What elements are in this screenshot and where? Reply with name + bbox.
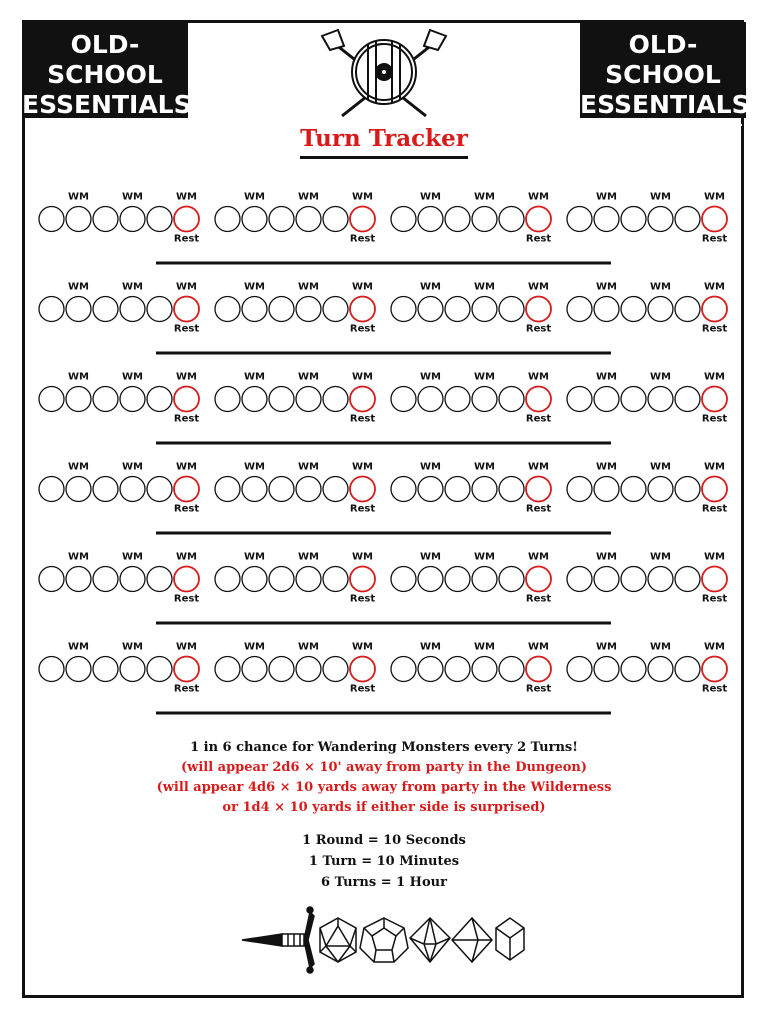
rest-label: Rest [349, 233, 376, 245]
turn-circle[interactable] [445, 387, 470, 412]
rest-turn-circle[interactable] [526, 207, 551, 232]
turn-circle[interactable] [499, 477, 524, 502]
rest-label: Rest [701, 233, 728, 245]
logo-line-3: RETRO ADVENTURE GAME [584, 124, 742, 142]
turn-circle[interactable] [93, 387, 118, 412]
turn-circle[interactable] [242, 387, 267, 412]
turn-circle[interactable] [594, 657, 619, 682]
wm-label: WM [122, 191, 143, 203]
wm-label: WM [244, 191, 265, 203]
rest-turn-circle[interactable] [350, 477, 375, 502]
rest-turn-circle[interactable] [702, 477, 727, 502]
rest-label: Rest [525, 233, 552, 245]
rules-line-1: 1 in 6 chance for Wandering Monsters every 2 Turns! [190, 740, 578, 755]
turn-circle[interactable] [445, 477, 470, 502]
turn-circle[interactable] [594, 387, 619, 412]
turn-circle[interactable] [215, 387, 240, 412]
rest-turn-circle[interactable] [526, 657, 551, 682]
wm-label: WM [176, 641, 197, 653]
turn-circle[interactable] [323, 387, 348, 412]
turn-circle[interactable] [93, 657, 118, 682]
turn-circle[interactable] [242, 657, 267, 682]
rest-turn-circle[interactable] [350, 297, 375, 322]
turn-circle[interactable] [147, 387, 172, 412]
rest-label: Rest [525, 593, 552, 605]
turn-circle[interactable] [418, 477, 443, 502]
wm-label: WM [650, 191, 671, 203]
wm-label: WM [420, 551, 441, 563]
rest-label: Rest [173, 323, 200, 335]
turn-circle[interactable] [147, 477, 172, 502]
turn-circle[interactable] [269, 297, 294, 322]
turn-circle[interactable] [594, 567, 619, 592]
turn-circle[interactable] [147, 297, 172, 322]
turn-circle[interactable] [391, 297, 416, 322]
wm-label: WM [528, 641, 549, 653]
wm-label: WM [352, 461, 373, 473]
turn-circle[interactable] [269, 657, 294, 682]
rest-label: Rest [173, 593, 200, 605]
rest-turn-circle[interactable] [702, 297, 727, 322]
rest-label: Rest [701, 323, 728, 335]
turn-circle[interactable] [594, 297, 619, 322]
turn-circle[interactable] [594, 207, 619, 232]
wm-label: WM [244, 371, 265, 383]
turn-circle[interactable] [66, 387, 91, 412]
turn-circle[interactable] [621, 207, 646, 232]
turn-circle[interactable] [648, 297, 673, 322]
rest-label: Rest [349, 323, 376, 335]
wm-label: WM [176, 461, 197, 473]
wm-label: WM [298, 371, 319, 383]
wm-label: WM [122, 641, 143, 653]
rest-label: Rest [525, 323, 552, 335]
turn-circle[interactable] [648, 567, 673, 592]
rest-label: Rest [701, 413, 728, 425]
wm-label: WM [352, 281, 373, 293]
wm-label: WM [176, 551, 197, 563]
turn-circle[interactable] [418, 387, 443, 412]
turn-circle[interactable] [472, 567, 497, 592]
turn-circle[interactable] [567, 387, 592, 412]
turn-circle[interactable] [215, 297, 240, 322]
page-title: Turn Tracker [300, 124, 468, 159]
turn-circle[interactable] [648, 477, 673, 502]
rest-label: Rest [349, 593, 376, 605]
turn-circle[interactable] [472, 297, 497, 322]
turn-circle[interactable] [445, 207, 470, 232]
rest-turn-circle[interactable] [350, 207, 375, 232]
turn-circle[interactable] [445, 657, 470, 682]
turn-circle[interactable] [675, 477, 700, 502]
wm-label: WM [596, 551, 617, 563]
turn-circle[interactable] [594, 477, 619, 502]
d8-icon [452, 918, 492, 962]
rest-turn-circle[interactable] [350, 567, 375, 592]
dice-set-icon [238, 904, 534, 976]
turn-circle[interactable] [499, 387, 524, 412]
turn-circle[interactable] [296, 387, 321, 412]
rules-line-4: or 1d4 × 10 yards if either side is surprised) [222, 800, 546, 815]
turn-circle[interactable] [418, 207, 443, 232]
wm-label: WM [704, 641, 725, 653]
wm-label: WM [528, 191, 549, 203]
rules-line-2: (will appear 2d6 × 10' away from party in the Dungeon) [180, 760, 587, 775]
wm-label: WM [596, 641, 617, 653]
wm-label: WM [244, 461, 265, 473]
turn-circle[interactable] [39, 477, 64, 502]
turn-circle[interactable] [296, 657, 321, 682]
turn-circle[interactable] [472, 387, 497, 412]
turn-circle[interactable] [215, 657, 240, 682]
turn-circle[interactable] [675, 387, 700, 412]
turn-circle[interactable] [675, 657, 700, 682]
turn-circle[interactable] [567, 207, 592, 232]
turn-circle[interactable] [323, 567, 348, 592]
wm-label: WM [474, 191, 495, 203]
turn-circle[interactable] [269, 477, 294, 502]
turn-circle[interactable] [499, 207, 524, 232]
wm-label: WM [596, 371, 617, 383]
turn-circle[interactable] [323, 657, 348, 682]
wm-label: WM [298, 551, 319, 563]
logo-line-2: ESSENTIALS [22, 90, 192, 119]
wm-label: WM [596, 281, 617, 293]
wm-label: WM [244, 641, 265, 653]
wm-label: WM [68, 281, 89, 293]
turn-circle[interactable] [323, 207, 348, 232]
turn-circle[interactable] [567, 567, 592, 592]
rest-label: Rest [525, 503, 552, 515]
turn-circle[interactable] [648, 387, 673, 412]
wm-label: WM [352, 641, 373, 653]
rest-turn-circle[interactable] [526, 297, 551, 322]
turn-circle[interactable] [93, 567, 118, 592]
rest-turn-circle[interactable] [174, 207, 199, 232]
rest-turn-circle[interactable] [174, 387, 199, 412]
turn-circle[interactable] [472, 207, 497, 232]
rest-turn-circle[interactable] [526, 387, 551, 412]
wm-label: WM [244, 551, 265, 563]
wm-label: WM [704, 551, 725, 563]
wm-label: WM [68, 551, 89, 563]
turn-circle[interactable] [120, 387, 145, 412]
turn-circle[interactable] [39, 297, 64, 322]
turn-circle[interactable] [242, 567, 267, 592]
turn-circle[interactable] [120, 297, 145, 322]
wm-label: WM [474, 281, 495, 293]
logo-line-1: OLD-SCHOOL [47, 30, 163, 89]
rest-turn-circle[interactable] [350, 657, 375, 682]
rest-turn-circle[interactable] [350, 387, 375, 412]
turn-circle[interactable] [66, 297, 91, 322]
rest-turn-circle[interactable] [174, 297, 199, 322]
turn-circle[interactable] [147, 567, 172, 592]
turn-circle[interactable] [621, 477, 646, 502]
turn-circle[interactable] [621, 657, 646, 682]
logo-line-3: RETRO ADVENTURE GAME [26, 124, 184, 142]
turn-circle[interactable] [445, 567, 470, 592]
rest-label: Rest [701, 503, 728, 515]
wm-label: WM [650, 551, 671, 563]
turn-circle[interactable] [242, 207, 267, 232]
rest-label: Rest [349, 503, 376, 515]
logo-line-2: ESSENTIALS [580, 90, 750, 119]
rest-label: Rest [173, 413, 200, 425]
rest-label: Rest [173, 233, 200, 245]
wm-label: WM [68, 371, 89, 383]
rest-label: Rest [701, 593, 728, 605]
turn-circle[interactable] [242, 477, 267, 502]
wm-label: WM [528, 461, 549, 473]
wm-label: WM [298, 191, 319, 203]
wm-label: WM [176, 281, 197, 293]
wm-label: WM [176, 191, 197, 203]
wm-label: WM [596, 461, 617, 473]
turn-circle[interactable] [323, 477, 348, 502]
turn-circle[interactable] [418, 297, 443, 322]
wm-label: WM [420, 281, 441, 293]
rest-turn-circle[interactable] [702, 657, 727, 682]
turn-circle[interactable] [215, 567, 240, 592]
wm-label: WM [704, 371, 725, 383]
wm-label: WM [704, 461, 725, 473]
d10-icon [410, 918, 450, 962]
turn-circle[interactable] [66, 657, 91, 682]
wm-label: WM [528, 371, 549, 383]
rest-label: Rest [173, 503, 200, 515]
turn-circle[interactable] [567, 657, 592, 682]
turn-circle[interactable] [120, 207, 145, 232]
rest-label: Rest [525, 413, 552, 425]
turn-circle[interactable] [391, 387, 416, 412]
wm-label: WM [420, 641, 441, 653]
wm-label: WM [244, 281, 265, 293]
wm-label: WM [420, 371, 441, 383]
turn-circle[interactable] [39, 657, 64, 682]
wm-label: WM [176, 371, 197, 383]
wm-label: WM [474, 461, 495, 473]
wm-label: WM [650, 371, 671, 383]
rest-turn-circle[interactable] [526, 567, 551, 592]
turn-circle[interactable] [120, 477, 145, 502]
rest-label: Rest [525, 683, 552, 695]
logo-line-1: OLD-SCHOOL [605, 30, 721, 89]
turn-circle[interactable] [418, 567, 443, 592]
d20-icon [320, 918, 356, 962]
d6-icon [496, 918, 524, 960]
turn-circle[interactable] [621, 387, 646, 412]
wm-label: WM [352, 551, 373, 563]
turn-circle[interactable] [66, 477, 91, 502]
turn-circle[interactable] [39, 207, 64, 232]
wm-label: WM [704, 191, 725, 203]
turn-circle[interactable] [147, 657, 172, 682]
turn-circle[interactable] [93, 207, 118, 232]
rest-turn-circle[interactable] [174, 477, 199, 502]
turn-circle[interactable] [472, 477, 497, 502]
turn-circle[interactable] [147, 207, 172, 232]
wm-label: WM [420, 461, 441, 473]
turn-circle[interactable] [567, 477, 592, 502]
rest-turn-circle[interactable] [702, 567, 727, 592]
turn-circle[interactable] [296, 207, 321, 232]
rest-turn-circle[interactable] [702, 387, 727, 412]
wm-label: WM [122, 461, 143, 473]
turn-circle[interactable] [675, 567, 700, 592]
wm-label: WM [528, 551, 549, 563]
rest-turn-circle[interactable] [526, 477, 551, 502]
wm-label: WM [298, 641, 319, 653]
wm-label: WM [122, 551, 143, 563]
wm-label: WM [122, 281, 143, 293]
wm-label: WM [704, 281, 725, 293]
wm-label: WM [528, 281, 549, 293]
turn-circle[interactable] [215, 477, 240, 502]
time-reference [0, 830, 768, 893]
rest-label: Rest [349, 413, 376, 425]
turn-circle[interactable] [296, 297, 321, 322]
turn-circle[interactable] [93, 477, 118, 502]
wm-label: WM [474, 551, 495, 563]
turn-circle[interactable] [499, 657, 524, 682]
turn-circle[interactable] [418, 657, 443, 682]
d12-icon [360, 918, 408, 962]
turn-circle[interactable] [120, 567, 145, 592]
turn-circle[interactable] [391, 657, 416, 682]
wm-label: WM [650, 281, 671, 293]
wm-label: WM [68, 461, 89, 473]
turn-circle[interactable] [323, 297, 348, 322]
turn-circle[interactable] [567, 297, 592, 322]
turn-circle[interactable] [39, 567, 64, 592]
turn-circle[interactable] [499, 567, 524, 592]
turn-circle[interactable] [296, 567, 321, 592]
turn-circle[interactable] [269, 387, 294, 412]
wm-label: WM [68, 641, 89, 653]
time-hour: 6 Turns = 1 Hour [321, 875, 447, 890]
turn-circle[interactable] [296, 477, 321, 502]
turn-circle[interactable] [391, 477, 416, 502]
wm-label: WM [596, 191, 617, 203]
wm-label: WM [650, 641, 671, 653]
wm-label: WM [352, 191, 373, 203]
turn-circle[interactable] [269, 567, 294, 592]
turn-circle[interactable] [675, 297, 700, 322]
turn-circle[interactable] [621, 297, 646, 322]
time-turn: 1 Turn = 10 Minutes [308, 854, 460, 869]
turn-circle[interactable] [120, 657, 145, 682]
turn-circle[interactable] [621, 567, 646, 592]
rest-turn-circle[interactable] [174, 567, 199, 592]
turn-circle[interactable] [648, 207, 673, 232]
turn-circle[interactable] [269, 207, 294, 232]
turn-circle[interactable] [499, 297, 524, 322]
turn-circle[interactable] [445, 297, 470, 322]
sword-icon [242, 907, 314, 973]
wm-label: WM [650, 461, 671, 473]
rest-label: Rest [173, 683, 200, 695]
turn-circle[interactable] [242, 297, 267, 322]
rest-label: Rest [701, 683, 728, 695]
rest-turn-circle[interactable] [702, 207, 727, 232]
wm-label: WM [420, 191, 441, 203]
turn-circle[interactable] [66, 567, 91, 592]
wm-label: WM [352, 371, 373, 383]
turn-circle[interactable] [391, 567, 416, 592]
wm-label: WM [298, 281, 319, 293]
wm-label: WM [122, 371, 143, 383]
wm-label: WM [474, 371, 495, 383]
turn-circle[interactable] [215, 207, 240, 232]
turn-circle[interactable] [648, 657, 673, 682]
turn-circle[interactable] [93, 297, 118, 322]
wm-label: WM [298, 461, 319, 473]
wm-label: WM [474, 641, 495, 653]
turn-circle[interactable] [39, 387, 64, 412]
wandering-monster-rules [0, 738, 768, 818]
turn-circle[interactable] [675, 207, 700, 232]
rest-label: Rest [349, 683, 376, 695]
rest-turn-circle[interactable] [174, 657, 199, 682]
turn-circle[interactable] [66, 207, 91, 232]
rules-line-3: (will appear 4d6 × 10 yards away from party in the Wilderness [156, 780, 612, 795]
turn-circle[interactable] [472, 657, 497, 682]
turn-circle[interactable] [391, 207, 416, 232]
time-round: 1 Round = 10 Seconds [302, 833, 466, 848]
wm-label: WM [68, 191, 89, 203]
